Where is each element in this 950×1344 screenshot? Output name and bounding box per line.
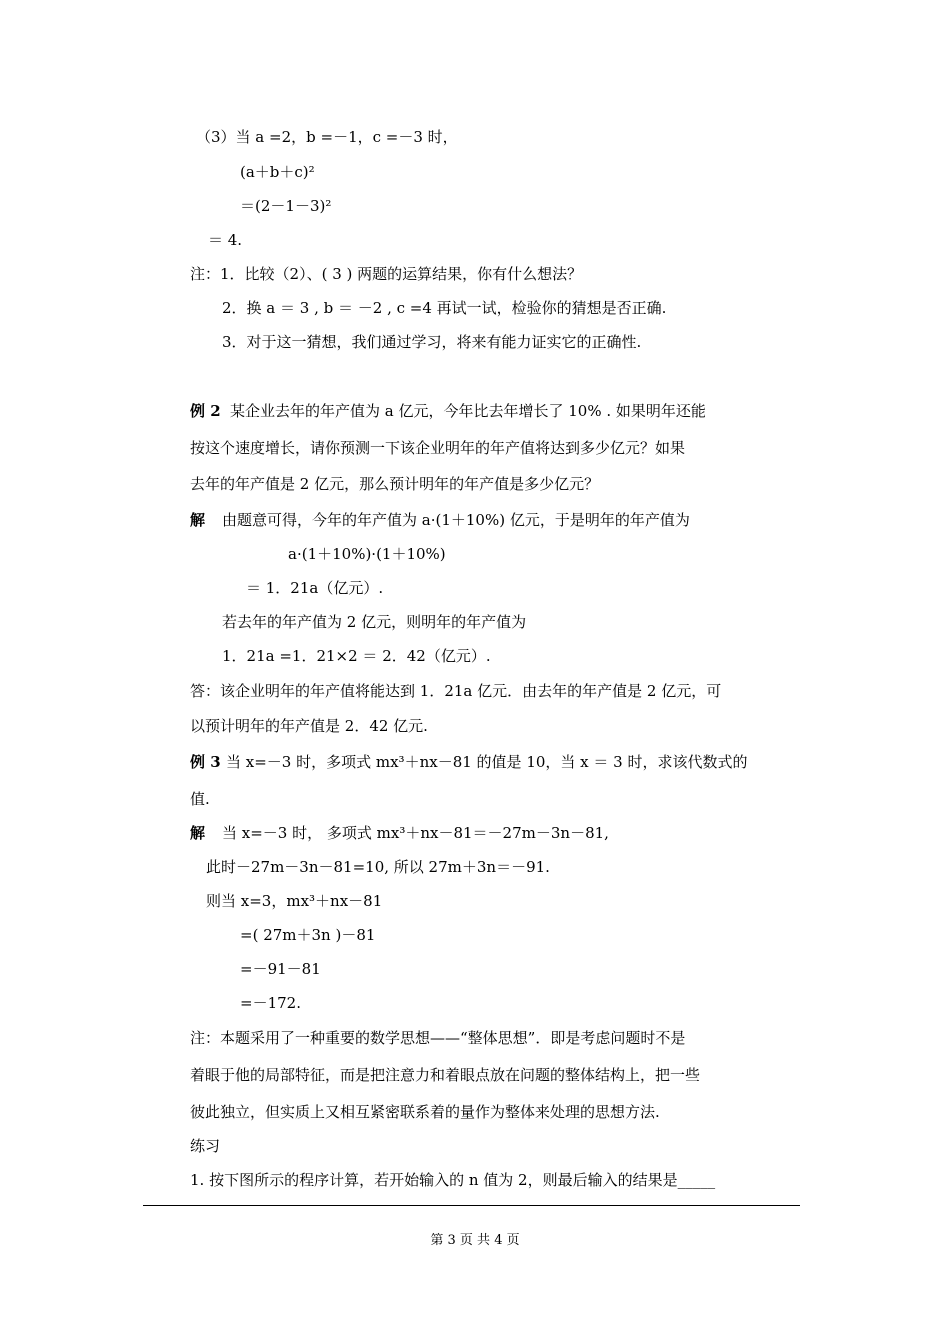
example2-sol4: 若去年的年产值为 2 亿元，则明年的年产值为 <box>222 613 527 631</box>
practice-question-1: 1. 按下图所示的程序计算，若开始输入的 n 值为 2，则最后输入的结果是_____ <box>190 1171 716 1189</box>
part3-line1: （3）当 a =2，b =－1，c =－3 时， <box>196 128 458 146</box>
example3-label: 例 3 <box>190 753 221 771</box>
example2-line1: 某企业去年的年产值为 a 亿元，今年比去年增长了 10% . 如果明年还能 <box>230 402 706 420</box>
note2-line1: 注：本题采用了一种重要的数学思想——“整体思想”．即是考虑问题时不是 <box>190 1029 686 1047</box>
example2-answer1: 答：该企业明年的年产值将能达到 1．21a 亿元．由去年的年产值是 2 亿元，可 <box>190 682 722 700</box>
example3-line2: 值. <box>190 790 210 808</box>
example3-sol1: 当 x=－3 时， 多项式 mx³＋nx－81＝－27m－3n－81, <box>222 824 609 842</box>
note1-line2: 2．换 a ＝ 3 , b ＝ －2 , c =4 再试一试，检验你的猜想是否正确. <box>222 299 667 317</box>
example2-sol3: ＝ 1．21a（亿元）. <box>246 579 384 597</box>
note2-line3: 彼此独立，但实质上又相互紧密联系着的量作为整体来处理的思想方法. <box>190 1103 660 1121</box>
example3-sol2: 此时－27m－3n－81=10, 所以 27m＋3n＝－91. <box>206 858 550 876</box>
example2-solution-label: 解 <box>190 511 206 529</box>
note1-line1: 注：1．比较（2）、( 3 ) 两题的运算结果，你有什么想法？ <box>190 265 583 283</box>
example2-sol2: a·(1＋10%)·(1＋10%) <box>288 545 446 563</box>
example2-line3: 去年的年产值是 2 亿元，那么预计明年的年产值是多少亿元？ <box>190 475 600 493</box>
example2-sol5: 1．21a =1．21×2 ＝ 2．42（亿元）. <box>222 647 491 665</box>
note2-line2: 着眼于他的局部特征，而是把注意力和着眼点放在问题的整体结构上，把一些 <box>190 1066 701 1084</box>
part3-line2: (a＋b＋c)² <box>240 163 315 181</box>
example3-solution-label: 解 <box>190 824 206 842</box>
part3-line3: ＝(2－1－3)² <box>240 197 332 215</box>
page-number: 第 3 页 共 4 页 <box>430 1233 520 1248</box>
example3-sol3: 则当 x=3，mx³＋nx－81 <box>206 892 383 910</box>
note1-line3: 3．对于这一猜想，我们通过学习，将来有能力证实它的正确性. <box>222 333 642 351</box>
example3-sol5: =－91－81 <box>240 960 321 978</box>
practice-title: 练习 <box>190 1137 221 1155</box>
example3-sol6: =－172. <box>240 994 301 1012</box>
example2-line2: 按这个速度增长，请你预测一下该企业明年的年产值将达到多少亿元？如果 <box>190 439 686 457</box>
part3-line4: ＝ 4. <box>208 231 243 249</box>
footer-divider <box>143 1205 800 1206</box>
example2-answer2: 以预计明年的年产值是 2．42 亿元. <box>190 717 428 735</box>
example3-line1: 当 x=－3 时，多项式 mx³＋nx－81 的值是 10，当 x ＝ 3 时，求该代数式的 <box>226 753 748 771</box>
example3-sol4: =( 27m＋3n )－81 <box>240 926 376 944</box>
example2-label: 例 2 <box>190 402 221 420</box>
example2-sol1: 由题意可得，今年的年产值为 a·(1＋10%) 亿元，于是明年的年产值为 <box>222 511 690 529</box>
